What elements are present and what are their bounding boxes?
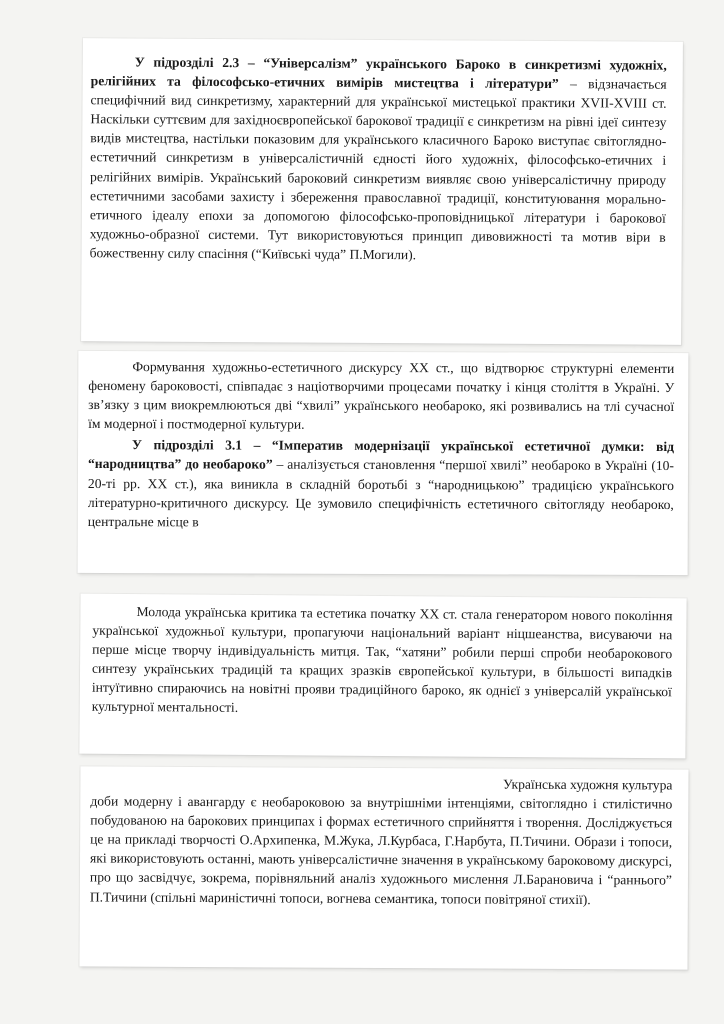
text-clipping-1 [81,38,683,345]
paragraph [88,357,674,435]
text-clipping-2 [78,351,689,575]
text-clipping-3 [79,594,686,759]
paragraph-text: – аналізується становлення “першої хвилі” необароко в Україні (10-20-ті рр. ХХ ст.), яка виникла в складній боротьбі з “народницькою” традицією українського літературно-критичного дискурсу. Це зумовило специфічність естетичного світогляду необароко, центральне місце в [87,457,675,530]
subsection-title: У підрозділі 3.1 – “Імператив модернізації української естетичної думки: від “народництва” до необароко” [87,437,675,473]
paragraph [90,792,673,910]
paragraph-text: Формування художньо-естетичного дискурсу ХХ ст., що відтворює структурні елементи феномену бароковості, співпадає з націотворчими процесами початку і кінця століття в Україні. У зв’язку з цим виокремлюються дві “хвилі” українського необароко, які розвивались на тлі сучасної їм модерної і постмодерної культури. [88,359,675,433]
paragraph-text: доби модерну і авангарду є необароковою за внутрішніми інтенціями, світоглядно і стилістично побудованою на барокових принципах і формах естетичного сприйняття і творення. Досліджується це на прикладі творчості О.Архипенка, М.Жука, Л.Курбаса, Г.Нарбута, П.Тичини. Образи і топоси, які використовують останні, мають універсалістичне значення в українському бароковому дискурсі, про що засвідчує, зокрема, порівняльний аналіз художнього мислення Л.Барановича і “раннього” П.Тичини (спільні мариністичні топоси, вогнева семантика, топоси повітряної стихії). [89,793,673,907]
paragraph-text: – відзначається специфічний вид синкретизму, характерний для української мистецької практики XVII-XVIII ст. Наскільки суттєвим для західноєвропейської барокової традиції є синкретизм на рівні ідеї синтезу видів мистецтва, настільки показовим для українського класичного Бароко виступає світоглядно-естетичний синкретизм в універсалістичній єдності його художніх, філософсько-етичних і релігійних вимірів. Український бароковий синкретизм виявляє свою універсалістичну природу естетичними засобами захисту і збереження православної традиції, конституювання морально-етичного ідеалу епохи за допомогою філософсько-проповідницької літератури і барокової художньо-образної системи. Тут використовуються принцип дивовижності та мотив віри в божественну силу спасіння (“Київські чуда” П.Могили). [89,76,667,263]
paragraph [92,602,673,721]
subsection-title: У підрозділі 2.3 – “Універсалізм” українського Бароко в синкретизмі художніх, релігійних та філософсько-етичних вимірів мистецтва і літератури” [90,54,667,92]
paragraph [88,435,674,533]
text-clipping-4 [79,766,688,969]
paragraph [90,52,667,266]
continuation-line: Українська художня культура [503,776,673,793]
paragraph-text: Молода українська критика та естетика початку ХХ ст. стала генератором нового покоління української художньої культури, пропагуючи національний варіант ніцшеанства, висуваючи на перше місце творчу індивідуальність митця. Так, “хатяни” робили перші спроби необарокового синтезу українських традицій та кращих зразків європейської культури, в більшості випадків інтуїтивно спираючись на новітні прояви традиційного бароко, як однієї з універсалій української культурної ментальності. [91,604,673,716]
